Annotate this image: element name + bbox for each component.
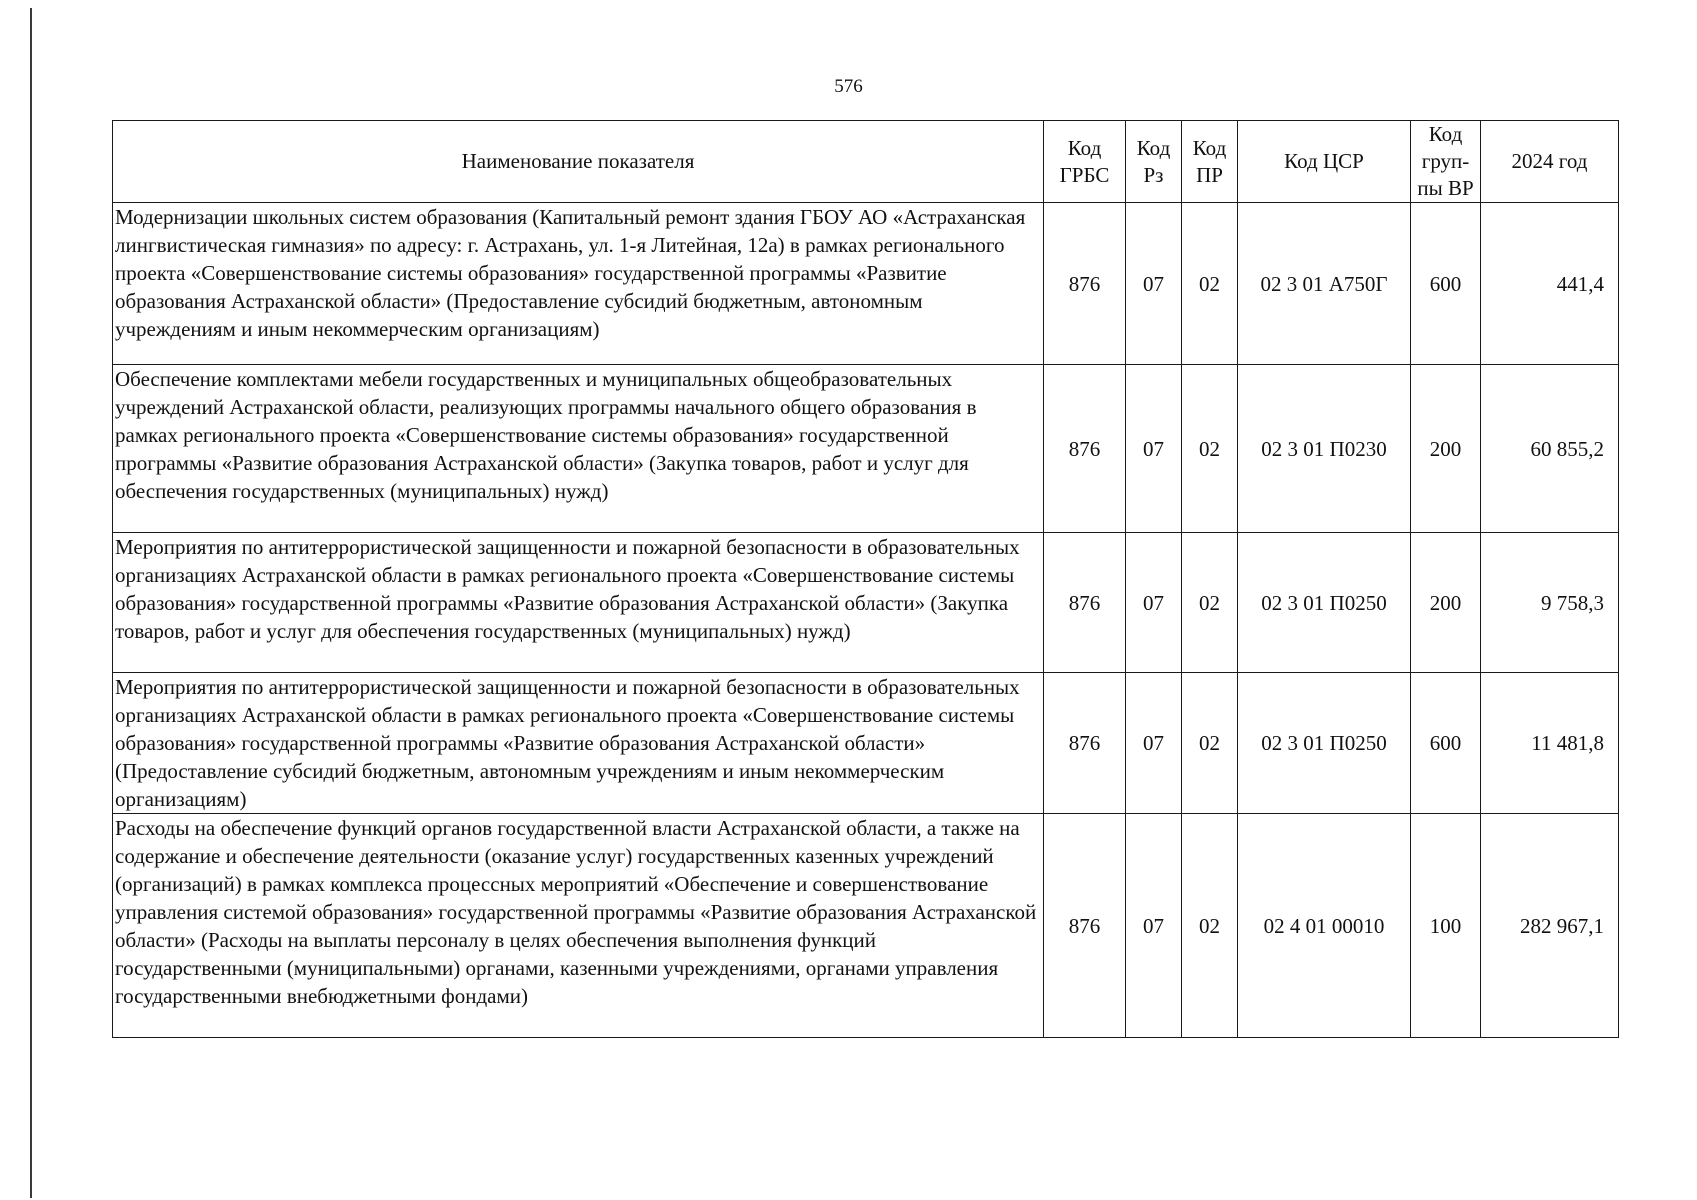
table-row: [113, 533, 1619, 673]
cell-rz: 07: [1126, 533, 1182, 673]
cell-vr: 600: [1411, 673, 1481, 814]
cell-name: Модернизации школьных систем образования (Капитальный ремонт здания ГБОУ АО «Астраханская лингвистическая гимназия» по адресу: г. Астрахань, ул. 1-я Литейная, 12а) в рамках регионального проекта «Совершенствование системы образования» государственной программы «Развитие образования Астраханской области» (Предоставление субсидий бюджетным, автономным учреждениям и иным некоммерческим организациям): [113, 203, 1044, 365]
cell-csr: 02 4 01 00010: [1238, 814, 1411, 1038]
cell-pr: 02: [1182, 673, 1238, 814]
cell-grbs: 876: [1044, 673, 1126, 814]
cell-name: Обеспечение комплектами мебели государственных и муниципальных общеобразовательных учреждений Астраханской области, реализующих программы начального общего образования в рамках регионального проекта «Совершенствование системы образования» государственной программы «Развитие образования Астраханской области» (Закупка товаров, работ и услуг для обеспечения государственных (муниципальных) нужд): [113, 365, 1044, 533]
cell-csr: 02 3 01 П0230: [1238, 365, 1411, 533]
cell-pr: 02: [1182, 533, 1238, 673]
table-row: [113, 673, 1619, 814]
cell-year: 282 967,1: [1481, 814, 1619, 1038]
table-body: [113, 203, 1619, 1038]
cell-rz: 07: [1126, 203, 1182, 365]
cell-csr: 02 3 01 А750Г: [1238, 203, 1411, 365]
header-year: 2024 год: [1481, 121, 1619, 203]
cell-year: 441,4: [1481, 203, 1619, 365]
cell-year: 11 481,8: [1481, 673, 1619, 814]
cell-rz: 07: [1126, 673, 1182, 814]
page-number: 576: [834, 76, 863, 97]
table-row: [113, 203, 1619, 365]
cell-year: 9 758,3: [1481, 533, 1619, 673]
table-row: [113, 814, 1619, 1038]
cell-csr: 02 3 01 П0250: [1238, 673, 1411, 814]
cell-vr: 200: [1411, 533, 1481, 673]
cell-grbs: 876: [1044, 814, 1126, 1038]
cell-rz: 07: [1126, 365, 1182, 533]
cell-name: Мероприятия по антитеррористической защищенности и пожарной безопасности в образовательных организациях Астраханской области в рамках регионального проекта «Совершенствование системы образования» государственной программы «Развитие образования Астраханской области» (Предоставление субсидий бюджетным, автономным учреждениям и иным некоммерческим организациям): [113, 673, 1044, 814]
cell-grbs: 876: [1044, 365, 1126, 533]
cell-vr: 100: [1411, 814, 1481, 1038]
cell-name: Расходы на обеспечение функций органов государственной власти Астраханской области, а также на содержание и обеспечение деятельности (оказание услуг) государственных казенных учреждений (организаций) в рамках комплекса процессных мероприятий «Обеспечение и совершенствование управления системой образования» государственной программы «Развитие образования Астраханской области» (Расходы на выплаты персоналу в целях обеспечения выполнения функций государственными (муниципальными) органами, казенными учреждениями, органами управления государственными внебюджетными фондами): [113, 814, 1044, 1038]
binding-margin-line: [30, 8, 32, 1198]
cell-pr: 02: [1182, 365, 1238, 533]
header-row: [113, 121, 1619, 203]
cell-pr: 02: [1182, 203, 1238, 365]
cell-csr: 02 3 01 П0250: [1238, 533, 1411, 673]
cell-pr: 02: [1182, 814, 1238, 1038]
cell-vr: 200: [1411, 365, 1481, 533]
header-grbs: Код ГРБС: [1044, 121, 1126, 203]
cell-grbs: 876: [1044, 533, 1126, 673]
header-pr: Код ПР: [1182, 121, 1238, 203]
header-csr: Код ЦСР: [1238, 121, 1411, 203]
budget-table: [112, 120, 1619, 1038]
table-header: [113, 121, 1619, 203]
header-name: Наименование показателя: [113, 121, 1044, 203]
cell-name: Мероприятия по антитеррористической защищенности и пожарной безопасности в образовательных организациях Астраханской области в рамках регионального проекта «Совершенствование системы образования» государственной программы «Развитие образования Астраханской области» (Закупка товаров, работ и услуг для обеспечения государственных (муниципальных) нужд): [113, 533, 1044, 673]
cell-rz: 07: [1126, 814, 1182, 1038]
cell-vr: 600: [1411, 203, 1481, 365]
table-row: [113, 365, 1619, 533]
header-vr: Код груп-пы ВР: [1411, 121, 1481, 203]
header-rz: Код Рз: [1126, 121, 1182, 203]
cell-grbs: 876: [1044, 203, 1126, 365]
cell-year: 60 855,2: [1481, 365, 1619, 533]
